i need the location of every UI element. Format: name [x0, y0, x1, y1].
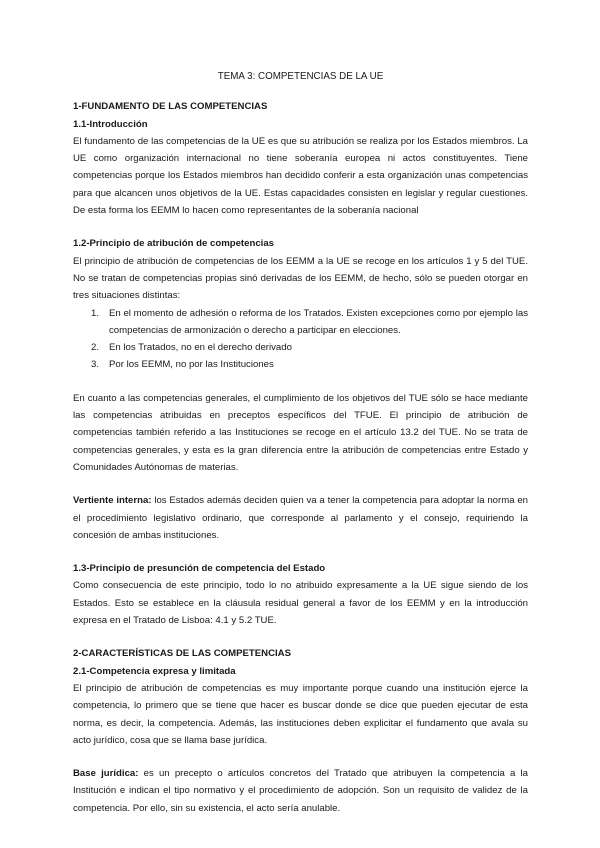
list-item: 2. En los Tratados, no en el derecho derivado	[91, 342, 292, 354]
section-1-2-heading: 1.2-Principio de atribución de competencias	[73, 238, 274, 250]
vertiente-interna-label: Vertiente interna:	[73, 495, 152, 507]
section-1-3-heading: 1.3-Principio de presunción de competencia del Estado	[73, 563, 326, 575]
list-item: 3. Por los EEMM, no por las Instituciones	[91, 359, 274, 371]
section-1-1-heading: 1.1-Introducción	[73, 118, 148, 130]
section-1-3-text: Como consecuencia de este principio, todo lo no atribuido expresamente a la UE sigue siendo de los Estados. Esto se establece en la cláusula residual general a favor de los EEMM y en la introducción expresa en el Tratado de Lisboa: 4.1 y 5.2 TUE.	[73, 580, 528, 627]
vertiente-interna-text: los Estados además deciden quien va a tener la competencia para adoptar la norma en el procedimiento legislativo ordinario, que corresponde al parlamento y el consejo, requiriendo la concesión de ambas instituciones.	[73, 495, 529, 541]
atribucion-list	[73, 305, 528, 374]
vertiente-interna-paragraph	[73, 492, 528, 544]
section-2-heading: 2-CARACTERÍSTICAS DE LAS COMPETENCIAS	[73, 648, 292, 660]
section-1-1-text: El fundamento de las competencias de la UE es que su atribución se realiza por los Estados miembros. La UE como organización internacional no tiene soberanía europea ni actos constituyentes. Tiene competencias porque los Estados miembros han decidido conferir a esta organización unas competencias para que alcancen unos objetivos de la UE. Estas capacidades consisten en legislar y regular cuestiones. De esta forma los EEMM lo hacen como representantes de la soberanía nacional	[73, 135, 528, 217]
section-1-heading: 1-FUNDAMENTO DE LAS COMPETENCIAS	[73, 101, 268, 113]
section-2-1-heading: 2.1-Competencia expresa y limitada	[73, 665, 236, 677]
list-item: 1. En el momento de adhesión o reforma de los Tratados. Existen excepciones como por ejemplo las competencias de armonización o derecho a participar en elecciones.	[91, 307, 528, 336]
section-2-1-text: El principio de atribución de competencias es muy importante porque cuando una institución ejerce la competencia, lo primero que se tiene que hacer es buscar donde se dice que pueden ejecutar de esta norma, es decir, la competencia. Además, las instituciones deben explicitar el fundamento que avala su acto jurídico, cosa que se llama base jurídica.	[73, 682, 528, 746]
document-page	[73, 68, 528, 817]
section-1-2-text: El principio de atribución de competencias de los EEMM a la UE se recoge en los artículos 1 y 5 del TUE. No se tratan de competencias propias sinó derivadas de los EEMM, de hecho, sólo se pueden otorgar en tres situaciones distintas:	[73, 255, 528, 302]
competencias-generales-text: En cuanto a las competencias generales, el cumplimiento de los objetivos del TUE sólo se hace mediante las competencias atribuidas en preceptos específicos del TFUE. El principio de atribución de competencias también referido a las Instituciones se recoge en el artículo 13.2 del TUE. No se trata de competencias generales, y esta es la gran diferencia entre la atribución de competencias entre Estado y Comunidades Autónomas de materias.	[73, 392, 528, 473]
base-juridica-paragraph	[73, 765, 528, 817]
base-juridica-text: es un precepto o artículos concretos del Tratado que atribuyen la competencia a la Institución e indican el tipo normativo y el procedimiento de adopción. Son un requisito de validez de la competencia. Por ello, sin su existencia, el acto sería anulable.	[73, 768, 528, 814]
base-juridica-label: Base jurídica:	[73, 768, 139, 780]
document-title: TEMA 3: COMPETENCIAS DE LA UE	[217, 71, 384, 82]
